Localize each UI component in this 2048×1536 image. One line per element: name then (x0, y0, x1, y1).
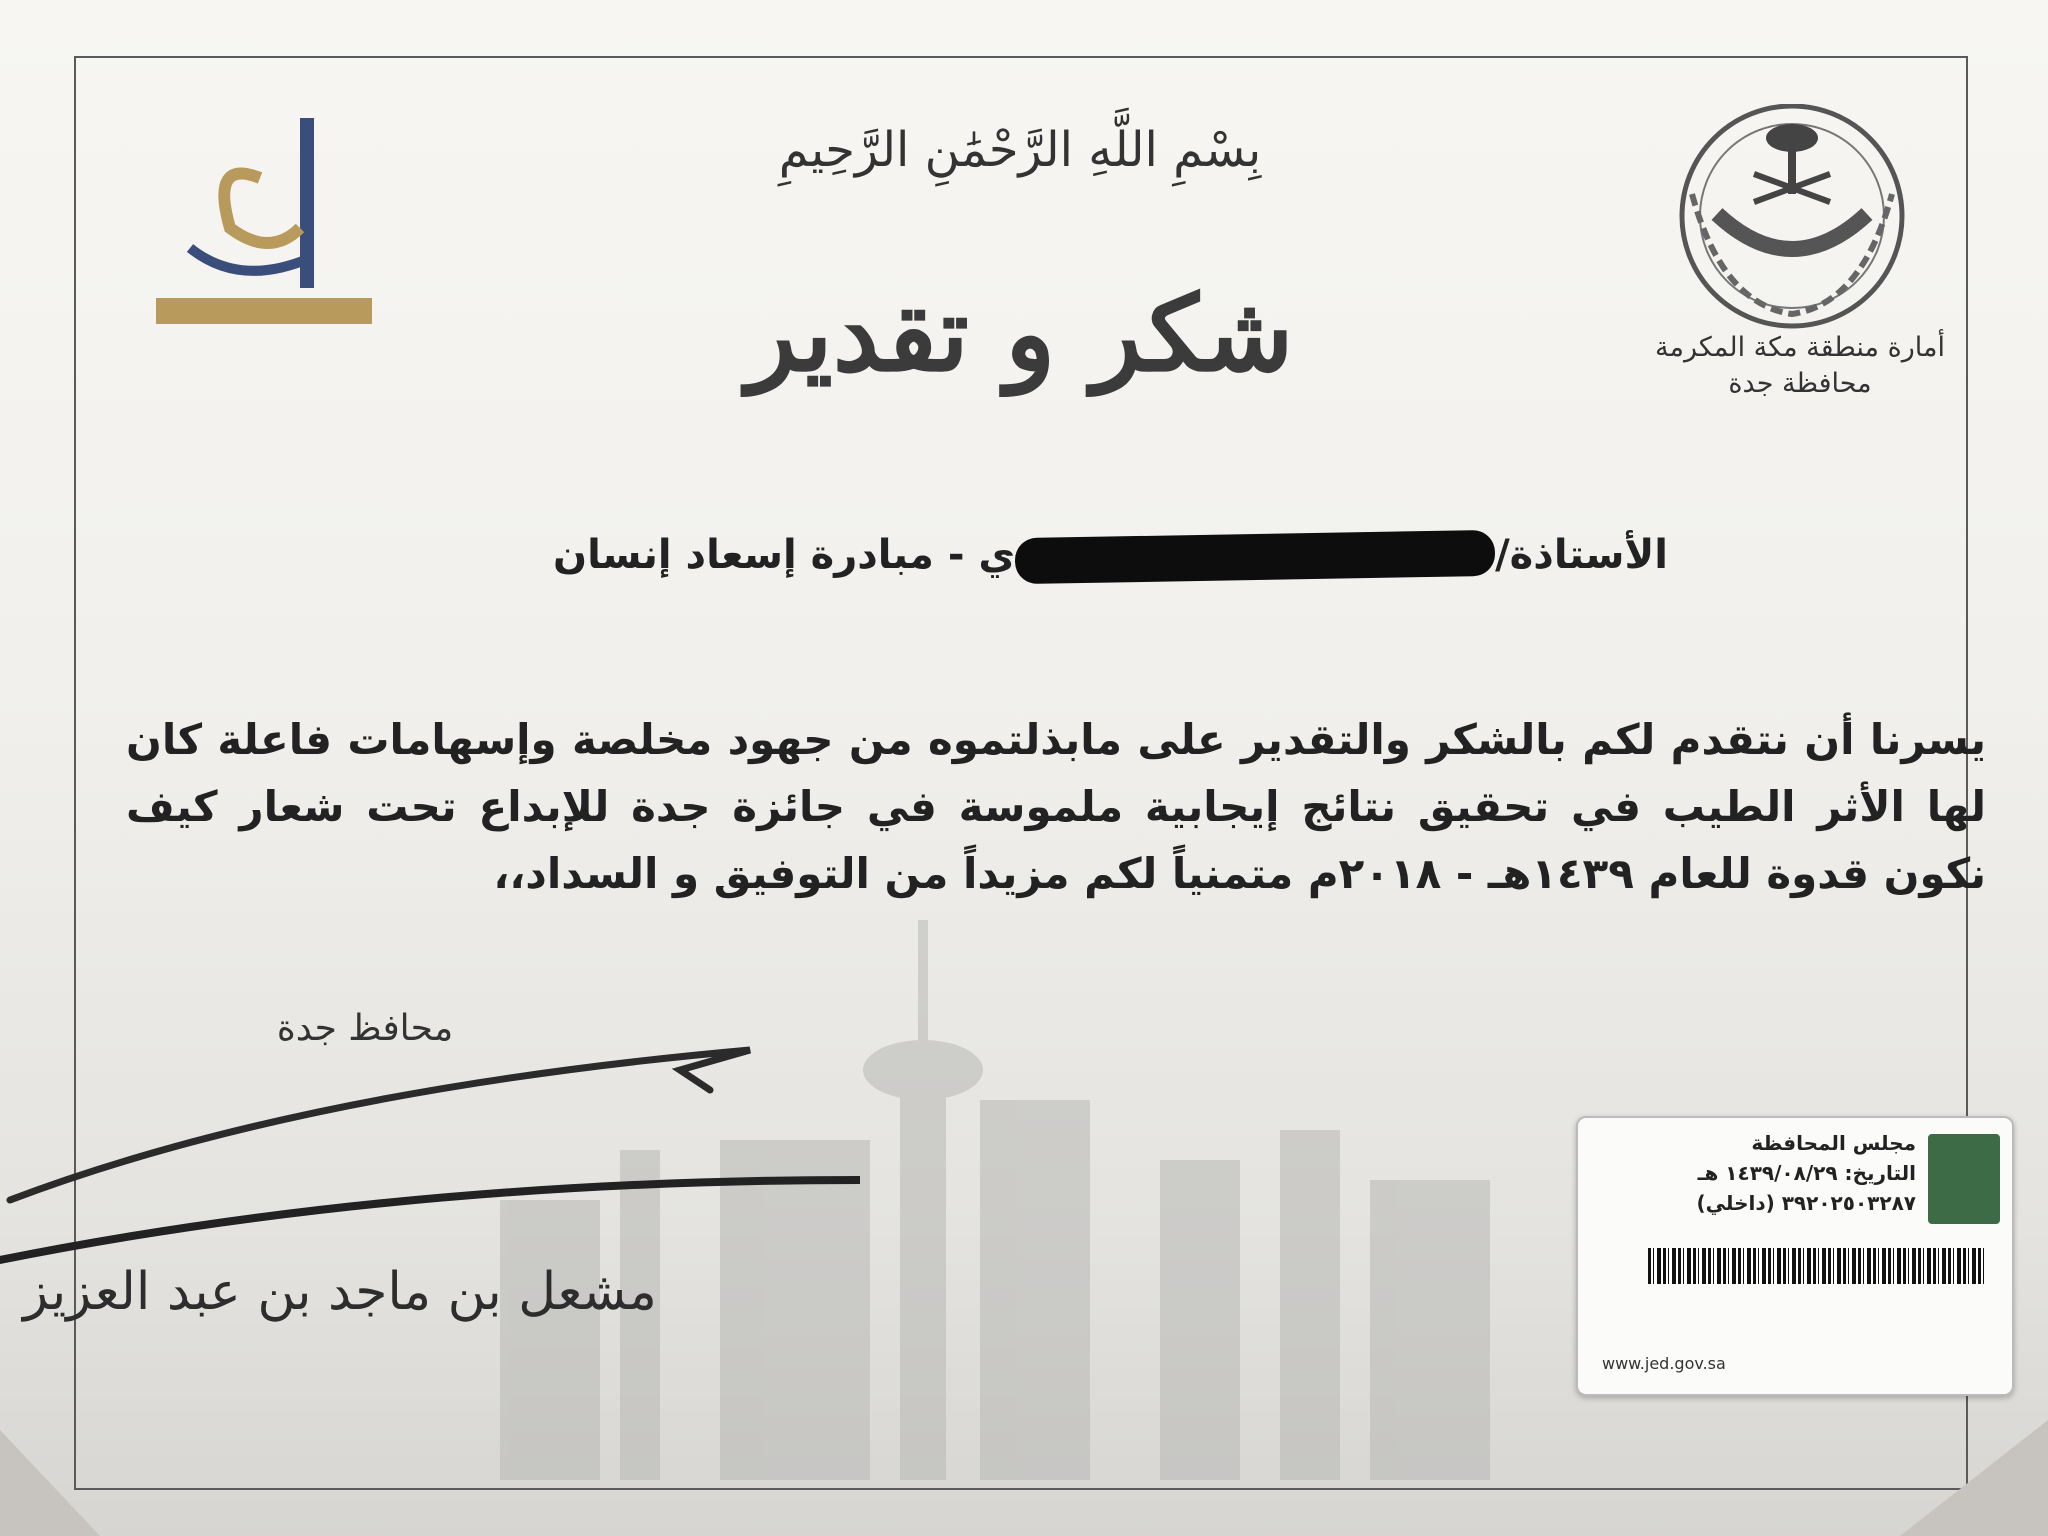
paper-fold-edge (0, 1390, 2048, 1536)
stamp-emblem-icon (1928, 1134, 2000, 1224)
recipient-prefix: الأستاذة/ (1495, 532, 1668, 578)
stamp-number: ٣٩٢٠٢٥٠٣٢٨٧ (داخلي) (1696, 1191, 1916, 1215)
emblem-caption-line2: محافظة جدة (1728, 368, 1872, 400)
certificate-title: شكر و تقدير (746, 272, 1294, 395)
registration-stamp (1576, 1116, 2014, 1396)
handwritten-signature (0, 1030, 860, 1270)
recipient-initiative: - مبادرة إسعاد إنسان (553, 532, 965, 578)
recipient-line (268, 532, 1668, 580)
certificate-body-text: يسرنا أن نتقدم لكم بالشكر والتقدير على مابذلتموه من جهود مخلصة وإسهامات فاعلة كان لها الأثر الطيب في تحقيق نتائج إيجابية ملموسة في جائزة جدة للإبداع تحت شعار كيف نكون قدوة للعام ١٤٣٩هـ - ٢٠١٨م متمنياً لكم مزيداً من التوفيق و السداد،، (126, 715, 1986, 899)
stamp-details (1616, 1128, 1916, 1218)
stamp-office: مجلس المحافظة (1751, 1131, 1916, 1155)
recipient-name-tail: ي (978, 532, 1016, 578)
governor-title: محافظ جدة (276, 1008, 454, 1049)
signer-name: مشعل بن ماجد بن عبد العزيز (23, 1262, 657, 1322)
jeddah-innovation-award-logo (150, 118, 380, 330)
emblem-caption (1640, 330, 1960, 403)
emirate-emblem-logo (1662, 104, 1922, 334)
stamp-barcode (1648, 1248, 1984, 1284)
emblem-caption-line1: أمارة منطقة مكة المكرمة (1655, 332, 1945, 363)
redacted-name-mark (1015, 530, 1496, 584)
stamp-date: التاريخ: ١٤٣٩/٠٨/٢٩ هـ (1697, 1161, 1916, 1185)
basmala: بِسْمِ اللَّهِ الرَّحْمَٰنِ الرَّحِيمِ (778, 122, 1262, 178)
stamp-website: www.jed.gov.sa (1602, 1354, 1726, 1373)
